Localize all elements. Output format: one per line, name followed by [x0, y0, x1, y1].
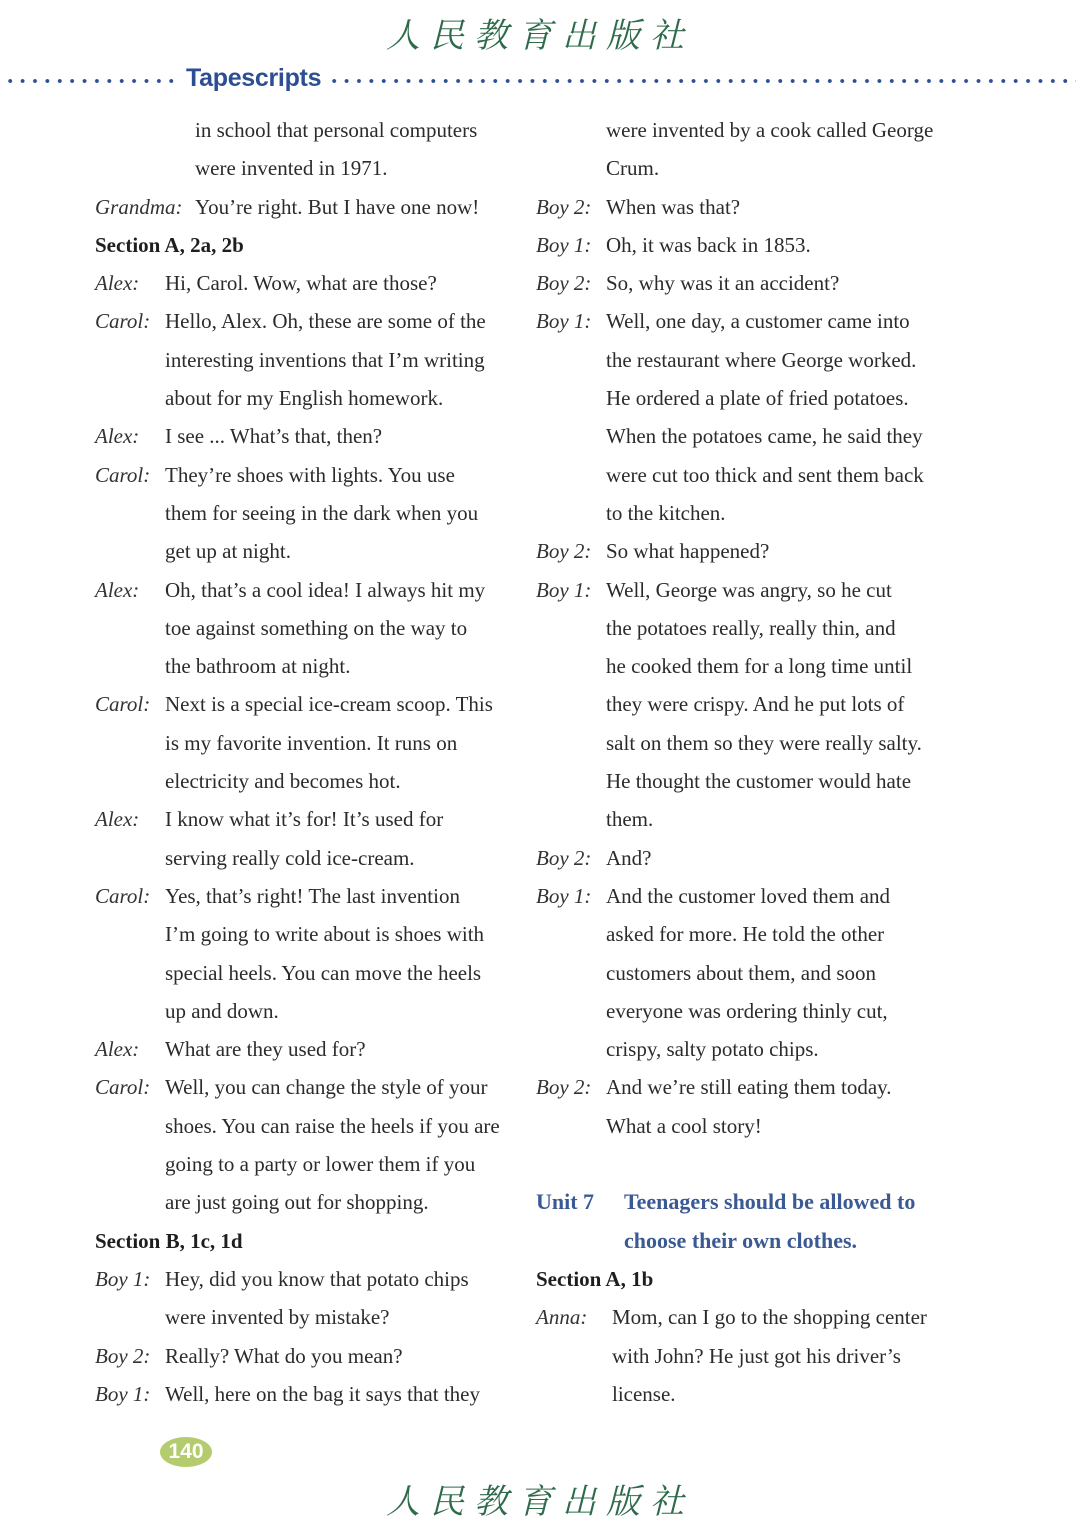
dialogue-line — [536, 264, 956, 302]
dialogue-text: When the potatoes came, he said they — [606, 424, 923, 449]
dialogue-continuation — [536, 341, 956, 379]
dialogue-continuation — [536, 609, 956, 647]
dialogue-text: Well, you can change the style of your — [165, 1075, 488, 1100]
dialogue-text: going to a party or lower them if you — [165, 1152, 476, 1177]
dialogue-text: the potatoes really, really thin, and — [606, 615, 896, 640]
dialogue-continuation — [95, 494, 515, 532]
dialogue-text: they were crispy. And he put lots of — [606, 692, 905, 717]
speaker-label: Boy 1: — [536, 309, 592, 334]
dialogue-line — [536, 1298, 956, 1336]
dialogue-text: And? — [606, 845, 652, 870]
dialogue-text: So what happened? — [606, 539, 770, 564]
dialogue-text: Well, one day, a customer came into — [606, 309, 910, 334]
dialogue-text: crispy, salty potato chips. — [606, 1037, 819, 1062]
dialogue-text: I know what it’s for! It’s used for — [165, 807, 444, 832]
dialogue-continuation — [95, 992, 515, 1030]
dialogue-text: shoes. You can raise the heels if you are — [165, 1113, 500, 1138]
page-number-badge: 140 — [160, 1437, 212, 1467]
speaker-label: Alex: — [95, 1037, 140, 1062]
dialogue-text: I see ... What’s that, then? — [165, 424, 383, 449]
unit-heading-line — [536, 1183, 956, 1221]
speaker-label: Boy 2: — [536, 539, 592, 564]
dialogue-continuation — [95, 762, 515, 800]
unit-number: Unit 7 — [536, 1189, 595, 1215]
speaker-label: Carol: — [95, 462, 151, 487]
dialogue-text: Well, George was angry, so he cut — [606, 577, 892, 602]
dialogue-continuation — [536, 724, 956, 762]
dialogue-text: license. — [612, 1381, 676, 1406]
dialogue-continuation — [536, 1030, 956, 1068]
dialogue-continuation — [95, 1107, 515, 1145]
speaker-label: Boy 1: — [95, 1266, 151, 1291]
dialogue-continuation — [95, 954, 515, 992]
dialogue-text: And the customer loved them and — [606, 883, 891, 908]
speaker-label: Boy 1: — [536, 577, 592, 602]
dialogue-line — [95, 302, 515, 340]
dialogue-continuation — [95, 915, 515, 953]
speaker-label: Grandma: — [95, 194, 183, 219]
speaker-label: Alex: — [95, 271, 140, 296]
dialogue-text: toe against something on the way to — [165, 615, 468, 640]
dialogue-line — [95, 1375, 515, 1413]
dotted-rule-left — [4, 78, 176, 84]
dialogue-line — [95, 1068, 515, 1106]
dotted-rule-right — [328, 78, 1076, 84]
dialogue-line — [536, 188, 956, 226]
dialogue-text: They’re shoes with lights. You use — [165, 462, 455, 487]
dialogue-continuation — [95, 1298, 515, 1336]
section-header — [0, 64, 1080, 100]
dialogue-continuation — [536, 456, 956, 494]
dialogue-text: When was that? — [606, 194, 741, 219]
dialogue-continuation — [95, 341, 515, 379]
dialogue-continuation — [536, 494, 956, 532]
dialogue-text: about for my English homework. — [165, 386, 444, 411]
dialogue-text: Mom, can I go to the shopping center — [612, 1305, 927, 1330]
dialogue-text: them. — [606, 807, 654, 832]
dialogue-continuation — [536, 1337, 956, 1375]
unit-title: Teenagers should be allowed to — [624, 1189, 916, 1215]
dialogue-text: were cut too thick and sent them back — [606, 462, 924, 487]
speaker-label: Boy 2: — [95, 1343, 151, 1368]
dialogue-text: special heels. You can move the heels — [165, 960, 482, 985]
right-column — [536, 111, 956, 1413]
dialogue-text: So, why was it an accident? — [606, 271, 840, 296]
dialogue-line — [95, 188, 515, 226]
dialogue-text: to the kitchen. — [606, 500, 726, 525]
dialogue-line — [536, 877, 956, 915]
section-heading: Section A, 2a, 2b — [95, 232, 244, 257]
speaker-label: Boy 1: — [536, 883, 592, 908]
dialogue-continuation — [95, 647, 515, 685]
dialogue-text: up and down. — [165, 998, 279, 1023]
dialogue-text: What are they used for? — [165, 1037, 366, 1062]
unit-title: choose their own clothes. — [624, 1227, 858, 1253]
dialogue-text: Yes, that’s right! The last invention — [165, 883, 460, 908]
speaker-label: Boy 1: — [536, 232, 592, 257]
speaker-label: Boy 2: — [536, 845, 592, 870]
speaker-label: Boy 2: — [536, 1075, 592, 1100]
dialogue-continuation — [95, 379, 515, 417]
speaker-label: Carol: — [95, 692, 151, 717]
dialogue-text: were invented in 1971. — [195, 156, 388, 181]
dialogue-text: I’m going to write about is shoes with — [165, 922, 485, 947]
speaker-label: Carol: — [95, 883, 151, 908]
dialogue-line — [536, 226, 956, 264]
left-column — [95, 111, 515, 1413]
dialogue-text: were invented by a cook called George — [606, 118, 934, 142]
dialogue-text: them for seeing in the dark when you — [165, 500, 479, 525]
dialogue-text: in school that personal computers — [195, 118, 478, 142]
dialogue-text: Really? What do you mean? — [165, 1343, 403, 1368]
dialogue-text: get up at night. — [165, 539, 291, 564]
dialogue-line — [95, 264, 515, 302]
dialogue-continuation — [95, 532, 515, 570]
dialogue-line — [95, 685, 515, 723]
speaker-label: Boy 2: — [536, 271, 592, 296]
dialogue-text: the bathroom at night. — [165, 654, 351, 679]
dialogue-continuation — [95, 1183, 515, 1221]
dialogue-text: Next is a special ice-cream scoop. This — [165, 692, 493, 717]
dialogue-text: Hello, Alex. Oh, these are some of the — [165, 309, 486, 334]
dialogue-text: are just going out for shopping. — [165, 1190, 429, 1215]
dialogue-continuation — [536, 762, 956, 800]
dialogue-line — [536, 571, 956, 609]
dialogue-line — [95, 1030, 515, 1068]
speaker-label: Carol: — [95, 309, 151, 334]
dialogue-continuation — [536, 417, 956, 455]
dialogue-line — [95, 1337, 515, 1375]
dialogue-line — [95, 571, 515, 609]
dialogue-continuation — [95, 609, 515, 647]
dialogue-text: Oh, it was back in 1853. — [606, 232, 811, 257]
dialogue-continuation — [536, 647, 956, 685]
dialogue-text: Oh, that’s a cool idea! I always hit my — [165, 577, 486, 602]
dialogue-continuation — [95, 111, 515, 149]
dialogue-continuation — [536, 800, 956, 838]
dialogue-text: the restaurant where George worked. — [606, 347, 917, 372]
dialogue-text: everyone was ordering thinly cut, — [606, 998, 888, 1023]
dialogue-text: with John? He just got his driver’s — [612, 1343, 901, 1368]
speaker-label: Anna: — [536, 1305, 588, 1330]
dialogue-continuation — [536, 1375, 956, 1413]
speaker-label: Alex: — [95, 577, 140, 602]
dialogue-continuation — [95, 839, 515, 877]
dialogue-text: Well, here on the bag it says that they — [165, 1381, 480, 1406]
dialogue-text: salt on them so they were really salty. — [606, 730, 922, 755]
dialogue-continuation — [536, 685, 956, 723]
section-heading: Section A, 1b — [536, 1266, 654, 1291]
dialogue-text: Crum. — [606, 156, 660, 181]
dialogue-text: asked for more. He told the other — [606, 922, 885, 947]
dialogue-text: You’re right. But I have one now! — [195, 194, 480, 219]
publisher-logo-top: 人民教育出版社 — [386, 16, 694, 56]
speaker-label: Carol: — [95, 1075, 151, 1100]
section-heading: Section B, 1c, 1d — [95, 1228, 243, 1253]
spacer — [536, 1145, 956, 1183]
dialogue-continuation — [536, 111, 956, 149]
speaker-label: Boy 1: — [95, 1381, 151, 1406]
dialogue-continuation — [536, 992, 956, 1030]
speaker-label: Alex: — [95, 807, 140, 832]
dialogue-text: serving really cold ice-cream. — [165, 845, 415, 870]
dialogue-text: Hi, Carol. Wow, what are those? — [165, 271, 437, 296]
dialogue-text: Hey, did you know that potato chips — [165, 1266, 469, 1291]
dialogue-continuation — [536, 1107, 956, 1145]
dialogue-line — [95, 1260, 515, 1298]
dialogue-text: is my favorite invention. It runs on — [165, 730, 458, 755]
dialogue-text: electricity and becomes hot. — [165, 769, 401, 794]
dialogue-text: customers about them, and soon — [606, 960, 877, 985]
dialogue-line — [536, 302, 956, 340]
dialogue-line — [95, 877, 515, 915]
dialogue-continuation — [536, 379, 956, 417]
dialogue-continuation — [95, 1145, 515, 1183]
dialogue-text: He ordered a plate of fried potatoes. — [606, 386, 909, 411]
dialogue-line — [95, 456, 515, 494]
dialogue-line — [536, 532, 956, 570]
speaker-label: Alex: — [95, 424, 140, 449]
speaker-label: Boy 2: — [536, 194, 592, 219]
dialogue-line — [536, 1068, 956, 1106]
publisher-logo-bottom: 人民教育出版社 — [386, 1482, 694, 1522]
dialogue-line — [95, 800, 515, 838]
dialogue-line — [536, 839, 956, 877]
dialogue-continuation — [536, 149, 956, 187]
dialogue-text: interesting inventions that I’m writing — [165, 347, 485, 372]
dialogue-text: He thought the customer would hate — [606, 769, 912, 794]
dialogue-line — [95, 417, 515, 455]
dialogue-text: And we’re still eating them today. — [606, 1075, 892, 1100]
dialogue-continuation — [536, 954, 956, 992]
dialogue-continuation — [95, 724, 515, 762]
header-title: Tapescripts — [186, 64, 322, 92]
dialogue-continuation — [95, 149, 515, 187]
dialogue-text: were invented by mistake? — [165, 1305, 390, 1330]
dialogue-continuation — [536, 915, 956, 953]
unit-heading-line — [536, 1222, 956, 1260]
dialogue-text: he cooked them for a long time until — [606, 654, 913, 679]
dialogue-text: What a cool story! — [606, 1113, 762, 1138]
